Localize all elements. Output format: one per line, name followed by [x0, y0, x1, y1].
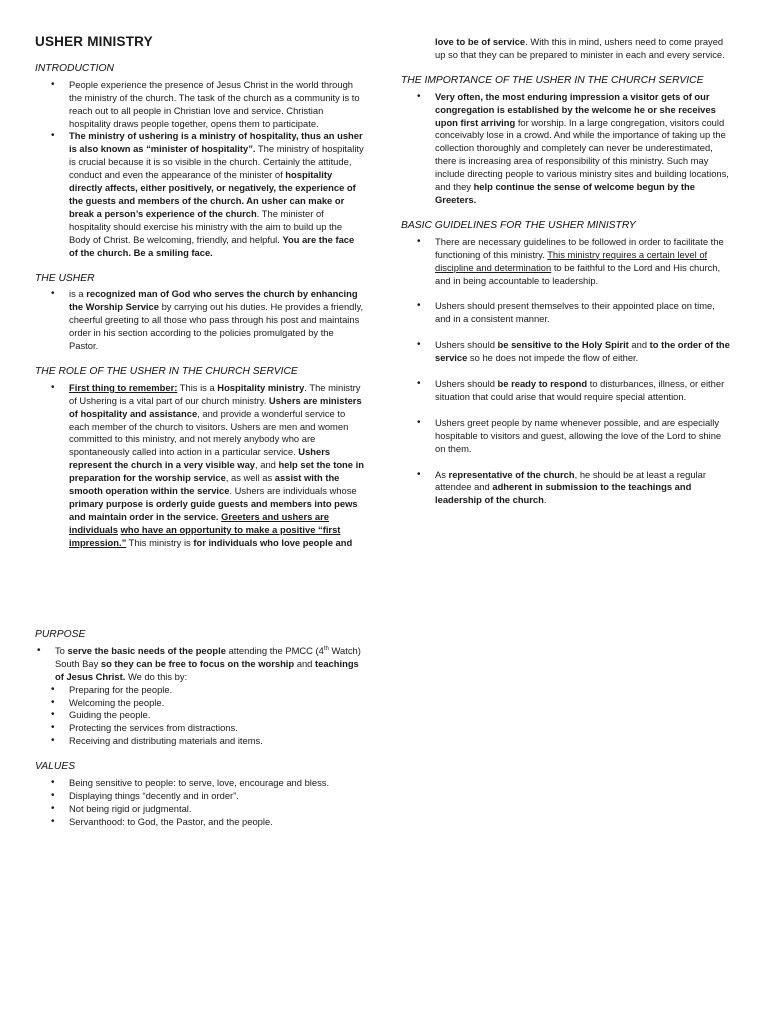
list-item: • Servanthood: to God, the Pastor, and the people.	[49, 816, 365, 829]
list-item: • As representative of the church, he should be at least a regular attendee and adherent in submission to the teachings and leadership of the church.	[401, 469, 733, 508]
list-item: • Very often, the most enduring impression a visitor gets of our congregation is established by the welcome he or she receives upon first arriving for worship. In a large congregation, visitors could conceivably lose in a crowd. And while the importance of taking up the collection thoroughly and completely can never be underestimated, there is increasing area of responsibility of this ministry. Such may include directing people to various ministry sites and building locations, and they help continue the sense of welcome begun by the Greeters.	[401, 91, 733, 207]
guidelines-list	[401, 236, 733, 508]
heading-introduction: INTRODUCTION	[35, 62, 114, 74]
the-usher-list	[35, 288, 365, 353]
list-item: • Guiding the people.	[49, 709, 365, 722]
list-item: • Receiving and distributing materials and items.	[49, 735, 365, 748]
section-the-usher	[35, 273, 365, 353]
document-title: USHER MINISTRY	[35, 34, 153, 49]
list-item: • Welcoming the people.	[49, 697, 365, 710]
list-item: • To serve the basic needs of the people attending the PMCC (4th Watch) South Bay so they can be free to focus on the worship and teachings of Jesus Christ. We do this by:	[35, 645, 365, 684]
section-role	[35, 366, 365, 550]
list-item: • Ushers should be sensitive to the Holy Spirit and to the order of the service so he does not impede the flow of either.	[401, 339, 733, 365]
role-continuation: love to be of service. With this in mind, ushers need to come prayed up so that they can be prepared to minister in each and every service.	[435, 36, 725, 60]
right-column	[401, 36, 733, 520]
list-item: • Displaying things “decently and in order”.	[49, 790, 365, 803]
list-item: • Preparing for the people.	[49, 684, 365, 697]
heading-values: VALUES	[35, 761, 76, 773]
list-item: • Protecting the services from distractions.	[49, 722, 365, 735]
section-guidelines	[401, 220, 733, 507]
values-list	[49, 777, 365, 829]
purpose-list	[35, 645, 365, 684]
heading-guidelines: BASIC GUIDELINES FOR THE USHER MINISTRY	[401, 219, 636, 231]
heading-importance: THE IMPORTANCE OF THE USHER IN THE CHURCH SERVICE	[401, 74, 704, 86]
left-column-lower	[35, 629, 365, 842]
list-item: • First thing to remember: This is a Hospitality ministry. The ministry of Ushering is a vital part of our church ministry. Ushers are ministers of hospitality and assistance, and provide a wonderful service to each member of the church to visitors. Ushers are men and women committed to this ministry, and not merely anybody who are spontaneously called into action in a particular service. Ushers represent the church in a very visible way, and help set the tone in preparation for the worship service, as well as assist with the smooth operation within the service. Ushers are individuals whose primary purpose is orderly guide guests and members into pews and maintain order in the service. Greeters and ushers are individuals who have an opportunity to make a positive “first impression.” This ministry is for individuals who love people and	[35, 382, 365, 550]
section-importance	[401, 75, 733, 207]
section-values	[35, 761, 365, 829]
role-list	[35, 382, 365, 550]
list-item: • The ministry of ushering is a ministry of hospitality, thus an usher is also known as “minister of hospitality”. The ministry of hospitality is crucial because it is so visible in the church. Certainly the attitude, conduct and even the appearance of the minister of hospitality directly affects, either positively, or negatively, the experience of the guests and members of the church. An usher can make or break a person’s experience of the church. The minister of hospitality should exercise his ministry with the aim to build up the Body of Christ. Be welcoming, friendly, and helpful. You are the face of the church. Be a smiling face.	[35, 130, 365, 259]
list-item: • Ushers should be ready to respond to disturbances, illness, or either situation that could arise that would require special attention.	[401, 378, 733, 404]
heading-purpose: PURPOSE	[35, 629, 86, 640]
list-item: • There are necessary guidelines to be followed in order to facilitate the functioning of this ministry. This ministry requires a certain level of discipline and determination to be faithful to the Lord and His church, and in being accountable to leadership.	[401, 236, 733, 288]
heading-the-usher: THE USHER	[35, 272, 95, 284]
purpose-sublist	[49, 684, 365, 749]
importance-list	[401, 91, 733, 207]
list-item: • Being sensitive to people: to serve, love, encourage and bless.	[49, 777, 365, 790]
list-item: • Not being rigid or judgmental.	[49, 803, 365, 816]
left-column	[35, 36, 365, 563]
heading-role: THE ROLE OF THE USHER IN THE CHURCH SERVICE	[35, 365, 298, 377]
list-item: • Ushers should present themselves to their appointed place on time, and in a consistent manner.	[401, 300, 733, 326]
section-introduction	[35, 63, 365, 260]
list-item: • Ushers greet people by name whenever possible, and are especially hospitable to visitors and guest, allowing the love of the Lord to shine on them.	[401, 417, 733, 456]
section-purpose	[35, 629, 365, 748]
list-item: • is a recognized man of God who serves the church by enhancing the Worship Service by carrying out his duties. He provides a friendly, cheerful greeting to all those who pass through his post and maintains order in his section according to the policies promulgated by the Pastor.	[35, 288, 365, 353]
introduction-list	[35, 79, 365, 260]
list-item: • People experience the presence of Jesus Christ in the world through the ministry of the church. The task of the church as a community is to reach out to all people in Christian love and service. Christian hospitality draws people together, opens them to participate.	[35, 79, 365, 131]
